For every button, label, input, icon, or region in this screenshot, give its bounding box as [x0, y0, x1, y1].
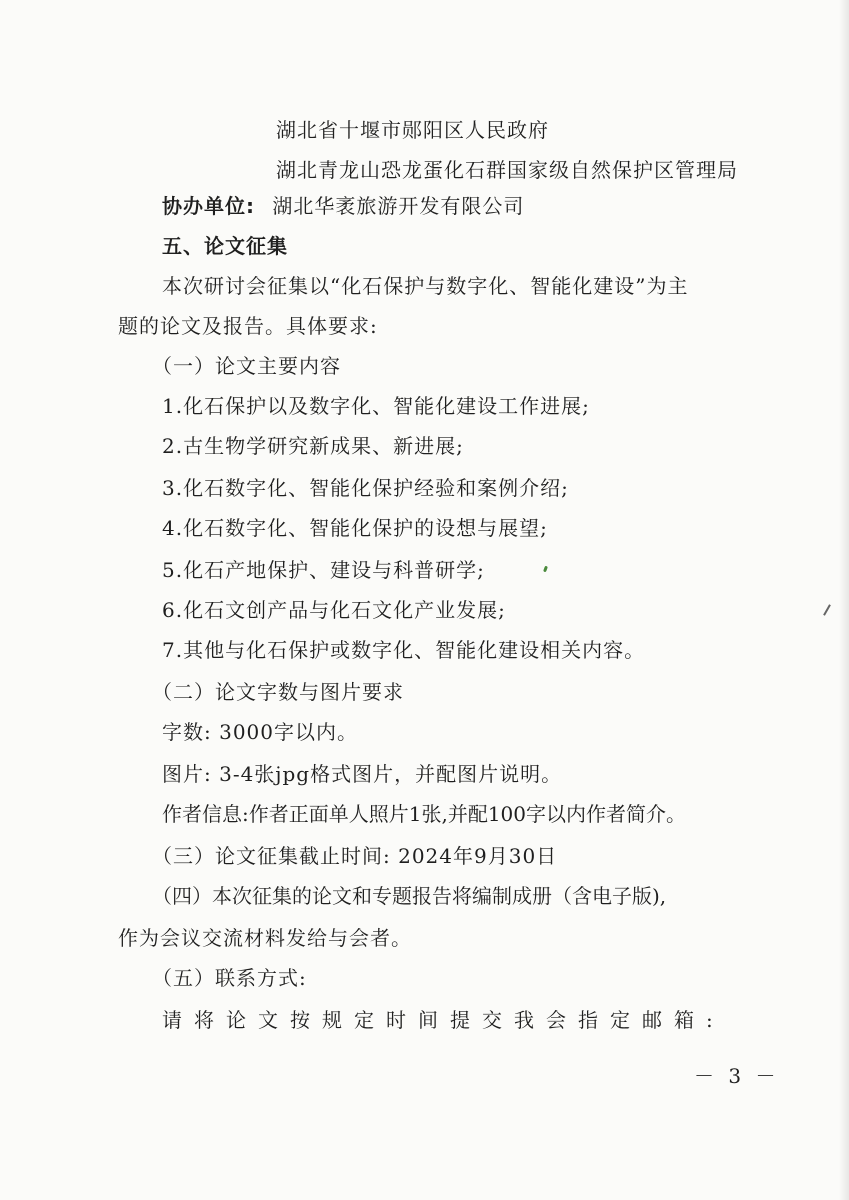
requirement-line: 图片: 3-4张jpg格式图片，并配图片说明。: [162, 762, 563, 786]
topic-item: 4.化石数字化、智能化保护的设想与展望;: [162, 516, 548, 540]
subsection-heading: （二）论文字数与图片要求: [152, 680, 404, 704]
topic-item: 7.其他与化石保护或数字化、智能化建设相关内容。: [162, 638, 646, 662]
requirement-line: 字数: 3000字以内。: [162, 720, 358, 744]
contact-line: 请将论文按规定时间提交我会指定邮箱:: [162, 1008, 725, 1032]
organizer-line: 湖北省十堰市郧阳区人民政府: [276, 118, 549, 142]
topic-item: 2.古生物学研究新成果、新进展;: [162, 434, 464, 458]
topic-item: 5.化石产地保护、建设与科普研学;: [162, 558, 485, 582]
subsection-heading: （五）联系方式:: [152, 966, 307, 990]
scan-speck: [543, 566, 548, 573]
deadline-line: （三）论文征集截止时间: 2024年9月30日: [152, 844, 558, 868]
proceedings-line: 作为会议交流材料发给与会者。: [118, 926, 412, 950]
subsection-heading: （一）论文主要内容: [152, 354, 341, 378]
co-organizer-value: 湖北华袤旅游开发有限公司: [272, 194, 525, 218]
topic-item: 6.化石文创产品与化石文化产业发展;: [162, 598, 506, 622]
requirement-line: 作者信息:作者正面单人照片1张,并配100字以内作者简介。: [162, 802, 686, 826]
topic-item: 1.化石保护以及数字化、智能化建设工作进展;: [162, 394, 590, 418]
scan-mark: [823, 604, 831, 615]
topic-item: 3.化石数字化、智能化保护经验和案例介绍;: [162, 476, 569, 500]
intro-line: 本次研讨会征集以“化石保护与数字化、智能化建设”为主: [162, 274, 689, 298]
organizer-line: 湖北青龙山恐龙蛋化石群国家级自然保护区管理局: [276, 158, 738, 182]
co-organizer-row: [162, 192, 524, 220]
section-heading: 五、论文征集: [162, 234, 288, 258]
proceedings-line: （四）本次征集的论文和专题报告将编制成册（含电子版),: [152, 884, 667, 908]
page-number: － 3 －: [694, 1064, 780, 1088]
co-organizer-label: 协办单位:: [162, 194, 255, 218]
scan-edge-shadow: [839, 0, 849, 1200]
intro-line: 题的论文及报告。具体要求:: [118, 314, 378, 338]
